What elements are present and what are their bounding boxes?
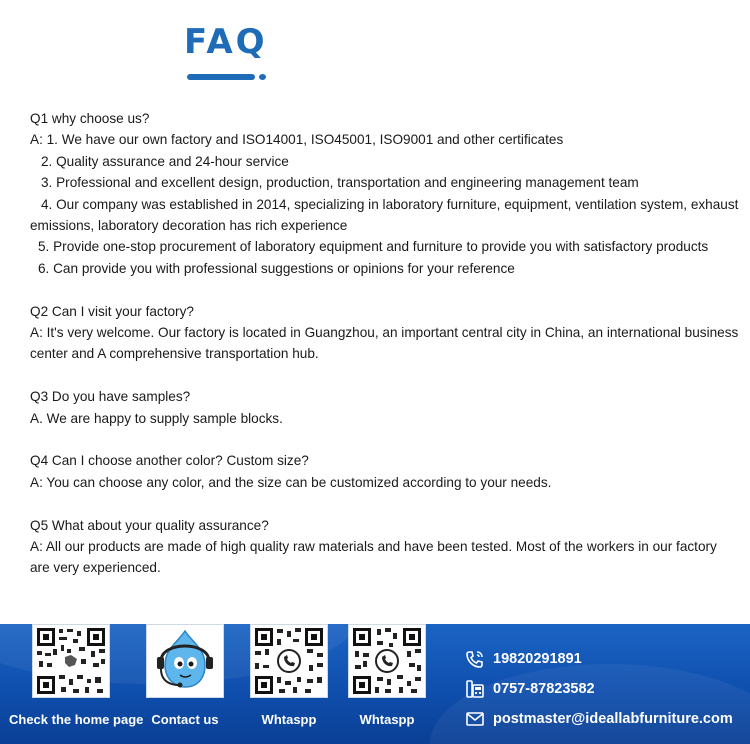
page-title: FAQ <box>184 22 268 62</box>
fax-telephone-icon <box>465 679 485 699</box>
faq-question: Q3 Do you have samples? <box>30 389 191 405</box>
faq-question: Q2 Can I visit your factory? <box>30 303 194 319</box>
faq-answer-text: 4. Our company was established in 2014, specializing in laboratory furniture, equipment, ventilation system, exhaust emissions, laboratory decoration has rich experience <box>30 196 739 234</box>
faq-answer-line: 6. Can provide you with professional suggestions or opinions for your reference <box>38 260 515 276</box>
whatsapp-qr-code-icon[interactable] <box>250 624 328 698</box>
faq-answer-line: A: It's very welcome. Our factory is located in Guangzhou, an important central city in China, an international business center and A comprehensive transportation hub. <box>30 325 739 362</box>
telephone-number: 0757-87823582 <box>493 681 595 697</box>
faq-item-q3 <box>30 386 740 429</box>
mobile-contact[interactable] <box>465 649 582 669</box>
contact-us-link[interactable]: Contact us <box>151 712 219 727</box>
whatsapp-qr-code-icon[interactable] <box>348 624 426 698</box>
faq-answer-line: A: 1. We have our own factory and ISO14001, ISO45001, ISO9001 and other certificates <box>30 132 564 148</box>
qr-code-graphic <box>349 625 425 697</box>
check-home-page-link[interactable]: Check the home page <box>9 712 144 727</box>
email-address: postmaster@ideallabfurniture.com <box>493 711 733 727</box>
faq-answer-line: A. We are happy to supply sample blocks. <box>30 410 283 426</box>
faq-list <box>30 108 740 600</box>
qr-code-graphic <box>251 625 327 697</box>
faq-answer-line: A: You can choose any color, and the size can be customized according to your needs. <box>30 474 552 490</box>
faq-question: Q4 Can I choose another color? Custom size? <box>30 453 309 469</box>
faq-answer-line <box>30 194 740 237</box>
faq-answer-line: 5. Provide one-stop procurement of laboratory equipment and furniture to provide you with satisfactory products <box>38 239 709 255</box>
mascot-graphic <box>147 625 223 697</box>
home-page-qr-code-icon[interactable] <box>32 624 110 698</box>
faq-question: Q5 What about your quality assurance? <box>30 517 269 533</box>
telephone-contact[interactable] <box>465 679 595 699</box>
faq-item-q4 <box>30 450 740 493</box>
whatsapp-link-2[interactable]: Whtaspp <box>359 712 415 727</box>
mobile-number: 19820291891 <box>493 651 582 667</box>
faq-answer-line: 3. Professional and excellent design, production, transportation and engineering management team <box>41 175 639 191</box>
title-underline-dot <box>259 74 266 80</box>
email-contact[interactable] <box>465 709 733 729</box>
qr-code-graphic <box>33 625 109 697</box>
faq-item-q2 <box>30 301 740 365</box>
footer-bar <box>0 624 750 744</box>
envelope-icon <box>465 709 485 729</box>
title-underline <box>187 74 255 80</box>
faq-item-q5 <box>30 515 740 579</box>
customer-service-headset-icon[interactable] <box>146 624 224 698</box>
phone-icon <box>465 649 485 669</box>
faq-answer-line: 2. Quality assurance and 24-hour service <box>41 153 289 169</box>
faq-question: Q1 why choose us? <box>30 111 150 126</box>
faq-item-q1 <box>30 108 740 279</box>
faq-answer-line: A: All our products are made of high quality raw materials and have been tested. Most of the workers in our factory are very experienced. <box>30 539 717 576</box>
whatsapp-link-1[interactable]: Whtaspp <box>261 712 317 727</box>
